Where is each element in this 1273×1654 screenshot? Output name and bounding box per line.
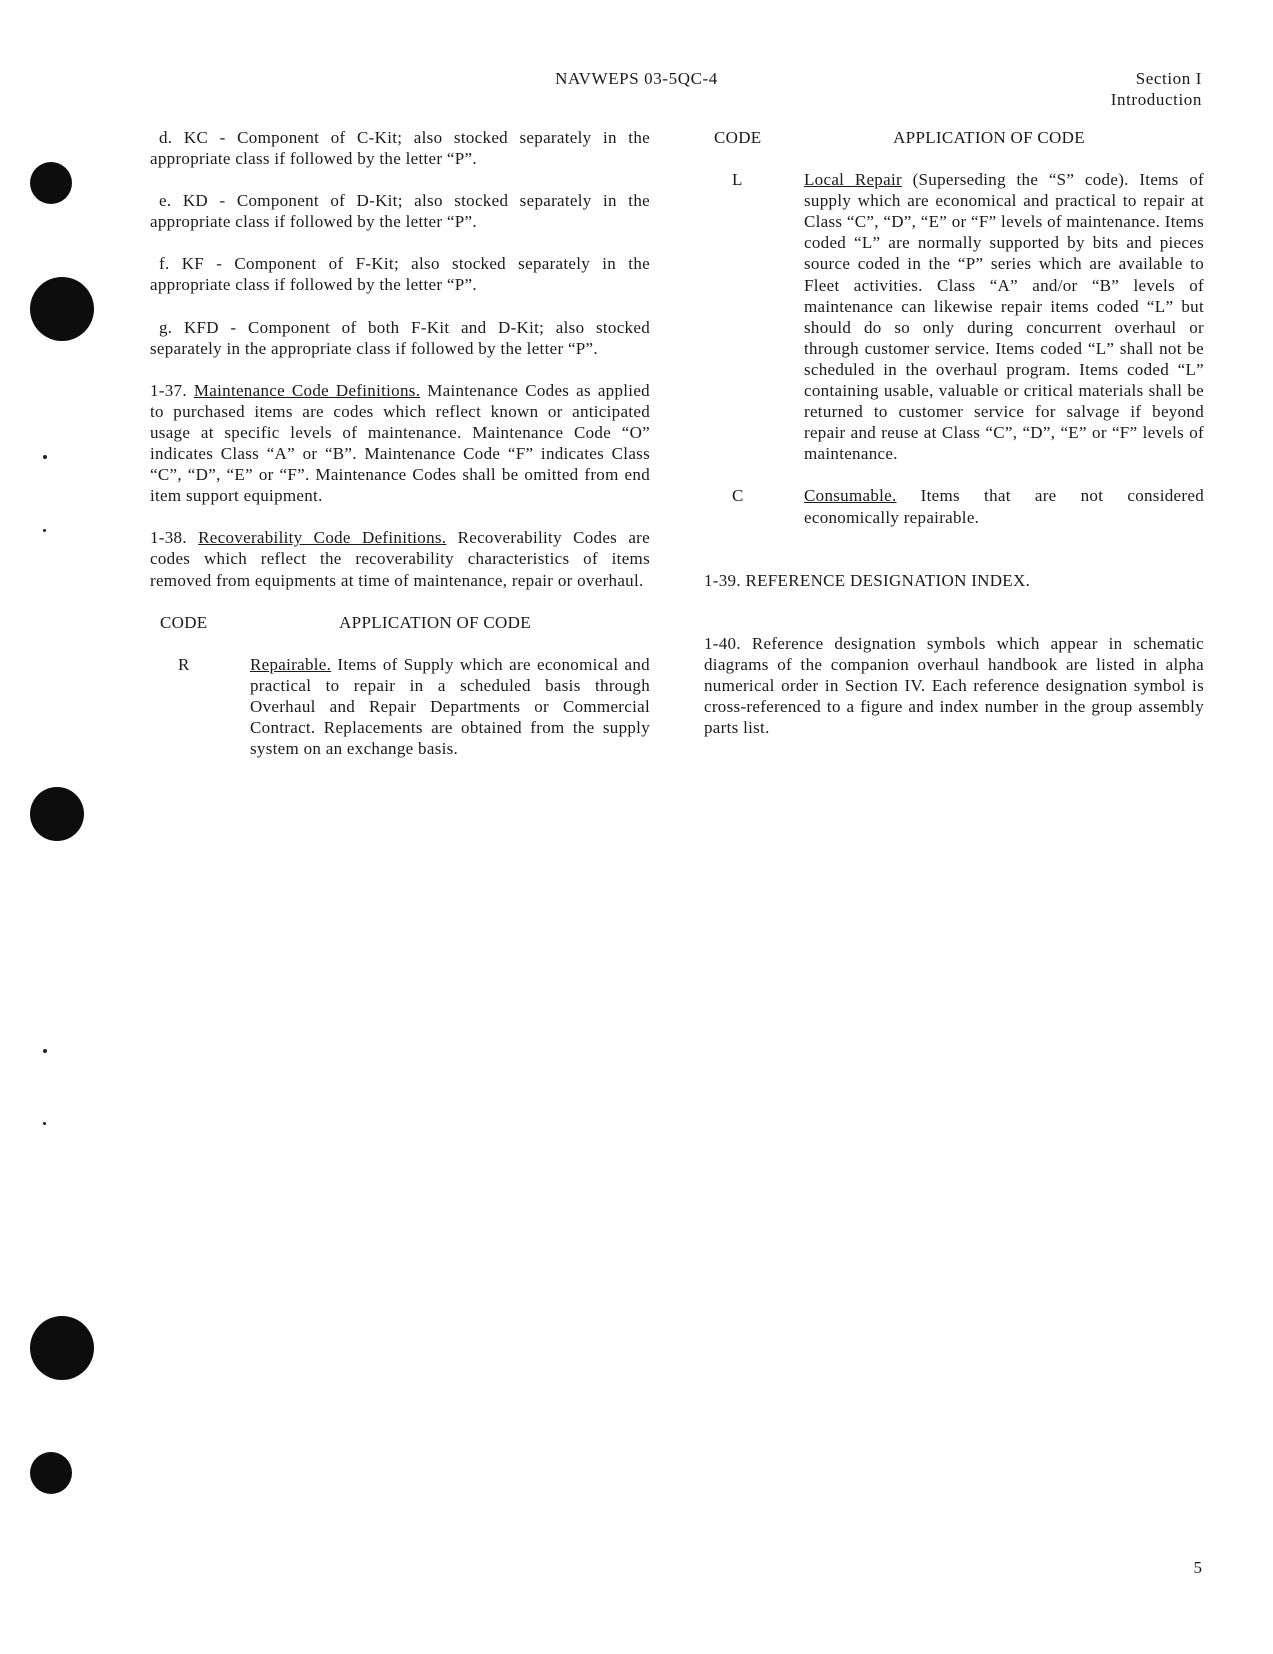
right-column: [704, 127, 1204, 759]
section-header: [1111, 68, 1202, 110]
paragraph-1-38: 1-38. Recoverability Code Definitions. Recoverability Codes are codes which reflect the recoverability characteristics of items removed from equipments at time of maintenance, repair or overhaul.: [150, 528, 650, 590]
scan-speck: [43, 455, 47, 459]
code-row-l: [704, 169, 1204, 464]
paragraph-1-39: 1-39. REFERENCE DESIGNATION INDEX.: [704, 570, 1031, 590]
paragraph-1-37: 1-37. Maintenance Code Definitions. Maintenance Codes as applied to purchased items are codes which reflect known or anticipated usage at specific levels of maintenance. Maintenance Code “O” indicates Class “A” or “B”. Maintenance Code “F” indicates Class “C”, “D”, “E” or “F”. Maintenance Codes shall be omitted from end item support equipment.: [150, 380, 650, 506]
application-column-header: APPLICATION OF CODE: [893, 128, 1085, 147]
code-letter: L: [732, 170, 743, 190]
scan-speck: [43, 529, 46, 532]
scan-speck: [43, 1122, 46, 1125]
document-number: NAVWEPS 03-5QC-4: [555, 69, 718, 88]
code-description: Repairable. Items of Supply which are economical and practical to repair in a scheduled basis through Overhaul and Repair Departments or Commercial Contract. Replacements are obtained from the supply system on an exchange basis.: [250, 654, 650, 759]
kit-item-f: f. KF - Component of F-Kit; also stocked separately in the appropriate class if followed by the letter “P”.: [150, 254, 650, 295]
page-number: 5: [1193, 1558, 1202, 1577]
code-table-header: [704, 127, 1204, 148]
binder-hole-4: [30, 1316, 94, 1380]
paragraph-1-40: 1-40. Reference designation symbols which appear in schematic diagrams of the companion overhaul handbook are listed in alpha numerical order in Section IV. Each reference designation symbol is cross-referenced to a figure and index number in the group assembly parts list.: [704, 633, 1204, 738]
binder-hole-2: [30, 277, 94, 341]
code-description: Local Repair (Superseding the “S” code). Items of supply which are economical and practical to repair at Class “C”, “D”, “E” or “F” levels of maintenance. Items coded “L” are normally supported by bits and pieces source coded in the “P” series which are available to Fleet activities. Class “A” and/or “B” levels of maintenance can likewise repair items coded “L” but should do so only during concurrent overhaul or through customer service. Items coded “L” shall not be scheduled in the overhaul program. Items coded “L” containing usable, valuable or critical materials shall be returned to customer service for salvage if beyond repair and reuse at Class “C”, “D”, “E” or “F” levels of maintenance.: [804, 170, 1204, 464]
code-column-header: CODE: [160, 612, 208, 632]
left-column: [150, 127, 650, 780]
code-column-header: CODE: [714, 128, 762, 147]
binder-hole-5: [30, 1452, 72, 1494]
code-row-c: [704, 485, 1204, 527]
kit-item-d: d. KC - Component of C-Kit; also stocked separately in the appropriate class if followed by the letter “P”.: [150, 128, 650, 169]
code-letter: R: [178, 654, 190, 674]
scan-speck: [43, 1049, 47, 1053]
application-column-header: APPLICATION OF CODE: [339, 612, 531, 632]
code-table-header: [150, 612, 650, 633]
paragraph-heading: Recoverability Code Definitions.: [198, 528, 447, 548]
kit-item-g: g. KFD - Component of both F-Kit and D-Kit; also stocked separately in the appropriate class if followed by the letter “P”.: [150, 317, 650, 358]
binder-hole-1: [30, 162, 72, 204]
paragraph-heading: Maintenance Code Definitions.: [193, 380, 421, 400]
binder-hole-3: [30, 787, 84, 841]
section-label: Section I: [1135, 69, 1202, 88]
code-letter: C: [732, 486, 744, 506]
section-title: Introduction: [1110, 90, 1202, 109]
code-row-r: [150, 654, 650, 759]
code-description: Consumable. Items that are not considered economically repairable.: [804, 486, 1204, 527]
kit-item-e: e. KD - Component of D-Kit; also stocked separately in the appropriate class if followed by the letter “P”.: [150, 191, 650, 232]
